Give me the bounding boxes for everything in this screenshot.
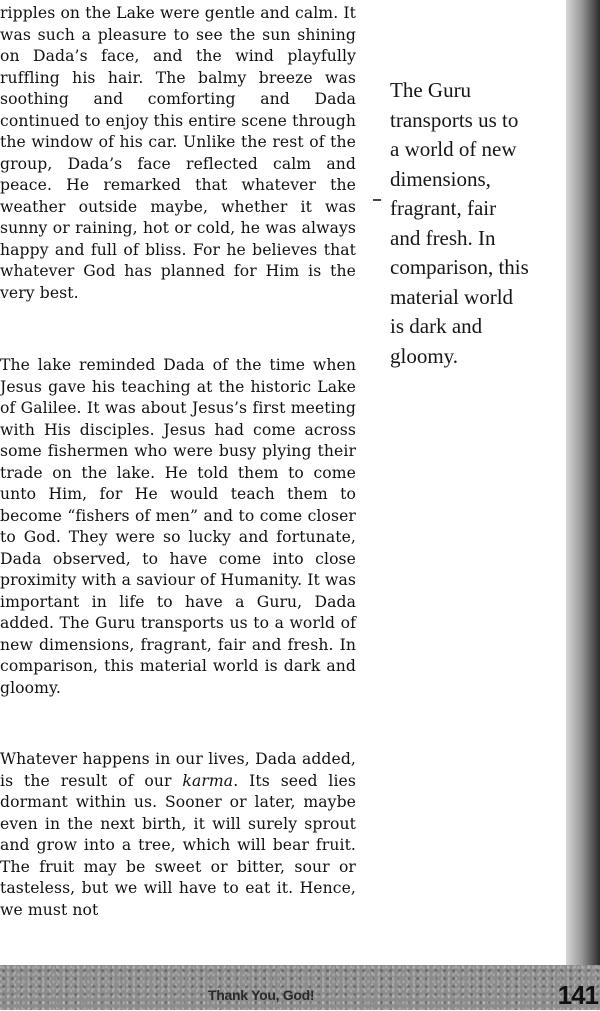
body-paragraph-1: ripples on the Lake were gentle and calm. It was such a pleasure to see the sun shining on Dada’s face, and the wind playfully ruffling his hair. The balmy breeze was soothing and comforting and Dada continued to enjoy this entire scene through the window of his car. Unlike the rest of the group, Dada’s face reflected calm and peace. He remarked that whatever the weather outside maybe, whether it was sunny or raining, hot or cold, he was always happy and full of bliss. For he believes that whatever God has planned for Him is the very best.: [0, 4, 356, 302]
karma-emphasis: karma: [182, 771, 234, 790]
body-paragraph-2: The lake reminded Dada of the time when Jesus gave his teaching at the historic Lake of Galilee. It was about Jesus’s first meeting with His disciples. Jesus had come across some fishermen who were busy plying their trade on the lake. He told them to come unto Him, for He would teach them to become “fishers of men” and to come closer to God. They were so lucky and fortunate, Dada observed, to have come into close proximity with a saviour of Humanity. It was important in life to have a Guru, Dada added. The Guru transports us to a world of new dimensions, fragrant, fair and fresh. In comparison, this material world is dark and gloomy.: [0, 356, 356, 697]
pullquote-mark: [373, 199, 381, 201]
paragraph-3-text-end: . Its seed lies dormant within us. Sooner or later, maybe even in the next birth, it will surely sprout and grow into a tree, which will bear fruit. The fruit may be sweet or bitter, sour or tasteless, but we will have to eat it. Hence, we must not: [0, 771, 356, 919]
page-edge-shadow: [566, 0, 600, 965]
pull-quote-text: The Guru transports us to a world of new dimensions, fragrant, fair and fresh. In comparison, this material world is dark and gloomy.: [390, 78, 529, 368]
paragraph-3-text-start: Whatever happens in our lives, Dada added, is the result of our: [0, 750, 356, 790]
footer-book-title: Thank You, God!: [208, 987, 315, 1003]
page-number: 141: [557, 980, 598, 1010]
pull-quote: [390, 76, 530, 371]
body-paragraph-3: [0, 749, 356, 921]
